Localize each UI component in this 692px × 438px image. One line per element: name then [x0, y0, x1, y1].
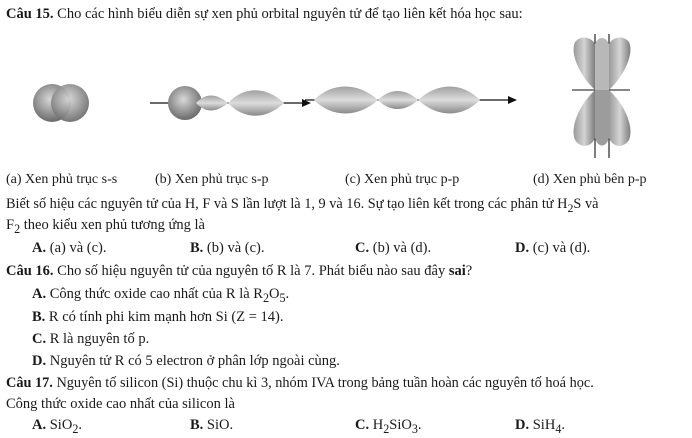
figure-a-ss-overlap — [33, 84, 89, 122]
q16-option-b: B. R có tính phi kim mạnh hơn Si (Z = 14). — [32, 309, 284, 325]
q15-option-c: C. (b) và (d). — [355, 240, 432, 256]
q15-label: Câu 15. — [6, 6, 54, 22]
caption-b: (b) Xen phủ trục s-p — [155, 172, 269, 187]
q15-option-b: B. (b) và (c). — [190, 240, 265, 256]
q15-option-d: D. (c) và (d). — [515, 240, 591, 256]
figure-d-lateral-pp-overlap — [572, 34, 630, 158]
q17-label: Câu 17. — [6, 375, 53, 391]
q17-option-d: D. SiH$_4$. — [515, 417, 565, 436]
q17-stem-line2: Công thức oxide cao nhất của silicon là — [6, 396, 235, 412]
q15-stem: Câu 15. Cho các hình biểu diễn sự xen phủ orbital nguyên tử để tạo liên kết hóa học sau: — [6, 6, 523, 22]
q17-option-a: A. SiO$_2$. — [32, 417, 82, 436]
caption-a: (a) Xen phủ trục s-s — [6, 172, 118, 187]
caption-d: (d) Xen phủ bên p-p — [533, 172, 647, 187]
figure-c-pp-overlap — [305, 87, 517, 114]
figure-b-sp-overlap — [150, 86, 311, 120]
q15-info-line1: Biết số hiệu các nguyên tử của H, F và S lần lượt là 1, 9 và 16. Sự tạo liên kết trong các phân tử $H_2S$ và — [6, 196, 599, 215]
q16-option-a: A. Công thức oxide cao nhất của R là $R_2O_5$. — [32, 286, 290, 305]
orbital-figures — [0, 30, 692, 160]
q17-stem-line1: Câu 17. Nguyên tố silicon (Si) thuộc chu kì 3, nhóm IVA trong bảng tuần hoàn các nguyên tố hoá học. — [6, 375, 594, 391]
q16-option-c: C. R là nguyên tố p. — [32, 331, 150, 347]
q15-info-line2: $F_2$ theo kiểu xen phủ tương ứng là — [6, 217, 205, 236]
caption-c: (c) Xen phủ trục p-p — [345, 172, 460, 187]
q17-option-b: B. SiO. — [190, 417, 234, 433]
q16-option-d: D. Nguyên tử R có 5 electron ở phân lớp ngoài cùng. — [32, 353, 340, 369]
q16-stem: Câu 16. Cho số hiệu nguyên tử của nguyên tố R là 7. Phát biểu nào sau đây sai? — [6, 263, 473, 279]
q15-option-a: A. (a) và (c). — [32, 240, 107, 256]
q17-option-c: C. $H_2SiO_3$. — [355, 417, 422, 436]
q16-label: Câu 16. — [6, 263, 54, 279]
